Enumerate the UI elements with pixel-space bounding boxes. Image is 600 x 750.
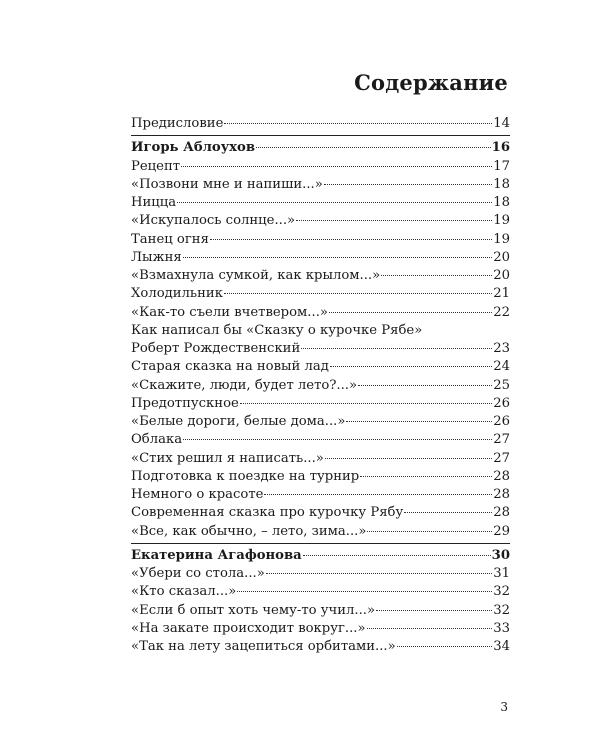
toc-entry[interactable]: [131, 158, 510, 176]
toc-entry[interactable]: [131, 176, 510, 194]
toc-entry-page: 22: [493, 304, 510, 320]
toc-entry[interactable]: [131, 267, 510, 285]
dot-leader: [183, 257, 492, 258]
dot-leader: [360, 476, 492, 477]
toc-entry-page: 14: [493, 116, 510, 131]
toc-entry-title: Как написал бы «Сказку о курочке Рябе»: [131, 322, 423, 338]
toc-author-title: Игорь Аблоухов: [131, 140, 255, 156]
toc-entry-page: 26: [493, 395, 510, 411]
toc-entry[interactable]: [131, 602, 510, 620]
toc-entry-title: «Так на лету зацепиться орбитами...»: [131, 639, 396, 654]
toc-author-heading[interactable]: [131, 547, 510, 565]
toc-entry[interactable]: [131, 249, 510, 267]
dot-leader: [330, 366, 492, 367]
toc-entry[interactable]: [131, 194, 510, 212]
toc-entry[interactable]: [131, 212, 510, 230]
toc-entry-title: «Белые дороги, белые дома...»: [131, 414, 346, 429]
toc-entry-title: «Скажите, люди, будет лето?...»: [131, 377, 358, 393]
toc-entry-title: Танец огня: [131, 231, 209, 247]
toc-entry[interactable]: [131, 377, 510, 395]
toc-entry-title: «Позвони мне и напиши...»: [131, 176, 323, 192]
toc-entry-page: 32: [493, 584, 510, 600]
dot-leader: [224, 123, 492, 124]
dot-leader: [367, 531, 492, 532]
dot-leader: [210, 239, 492, 240]
toc-entry-preface[interactable]: [131, 115, 510, 133]
dot-leader: [329, 312, 492, 313]
toc-entry-title: «Стих решил я написать...»: [131, 450, 324, 466]
dot-leader: [325, 458, 492, 459]
toc-entry-page: 26: [493, 414, 510, 429]
toc-entry-page: 24: [493, 359, 510, 375]
toc-entry[interactable]: [131, 340, 510, 358]
toc-entry-page: 33: [493, 620, 510, 636]
dot-leader: [358, 385, 492, 386]
dot-leader: [183, 439, 492, 440]
toc-entry-title: «Взмахнула сумкой, как крылом...»: [131, 268, 381, 283]
dot-leader: [301, 348, 492, 349]
dot-leader: [240, 403, 492, 404]
toc-entry-page: 28: [493, 487, 510, 502]
dot-leader: [324, 184, 492, 185]
toc-entry-page: 25: [493, 377, 510, 393]
toc-entry-title: «Если б опыт хоть чему-то учил...»: [131, 602, 376, 618]
toc-author-page: 16: [491, 140, 510, 156]
dot-leader: [181, 166, 492, 167]
toc-entry-page: 20: [493, 268, 510, 283]
dot-leader: [376, 610, 492, 611]
toc-entry[interactable]: [131, 358, 510, 376]
toc-entry-title: «Как-то съели вчетвером...»: [131, 304, 328, 320]
dot-leader: [266, 573, 492, 574]
toc-entry-title: «Искупалось солнце...»: [131, 213, 296, 229]
toc-entry[interactable]: [131, 231, 510, 249]
toc-entry-page: 18: [493, 195, 510, 210]
toc-entry[interactable]: [131, 638, 510, 656]
toc-entry-page: 34: [493, 639, 510, 654]
toc-entry-title: Старая сказка на новый лад: [131, 359, 329, 375]
toc-entry-page: 27: [493, 450, 510, 466]
toc-entry[interactable]: [131, 565, 510, 583]
dot-leader: [404, 512, 492, 513]
toc-author-heading[interactable]: [131, 139, 510, 157]
toc-entry-title: Подготовка к поездке на турнир: [131, 468, 360, 484]
toc-entry-title: Рецепт: [131, 158, 181, 174]
toc-entry[interactable]: [131, 395, 510, 413]
dot-leader: [381, 275, 492, 276]
section-divider: [131, 543, 510, 544]
toc-entry[interactable]: [131, 450, 510, 468]
toc-entry-page: 20: [493, 249, 510, 265]
dot-leader: [303, 555, 491, 556]
toc-entry-page: 32: [493, 602, 510, 618]
toc-entry[interactable]: [131, 304, 510, 322]
dot-leader: [177, 202, 492, 203]
toc-entry-title: Немного о красоте: [131, 487, 264, 502]
toc-entry-title: Облака: [131, 432, 183, 448]
toc-entry[interactable]: [131, 431, 510, 449]
toc-entry-title: Современная сказка про курочку Рябу: [131, 505, 404, 521]
toc-entry[interactable]: [131, 413, 510, 431]
toc-entry-page: 28: [493, 468, 510, 484]
toc-entry[interactable]: [131, 620, 510, 638]
toc-entry-title-line[interactable]: [131, 322, 510, 340]
table-of-contents: [131, 115, 510, 656]
toc-entry-title: Роберт Рождественский: [131, 341, 301, 356]
toc-entry-title: Предотпускное: [131, 395, 239, 411]
dot-leader: [264, 494, 492, 495]
toc-entry-title: Ницца: [131, 195, 177, 210]
dot-leader: [346, 421, 492, 422]
dot-leader: [397, 646, 493, 647]
toc-entry-title: Лыжня: [131, 249, 182, 265]
toc-author-page: 30: [491, 547, 510, 563]
toc-entry-page: 31: [493, 566, 510, 581]
toc-entry-title: «Убери со стола...»: [131, 566, 265, 581]
section-divider: [131, 135, 510, 136]
toc-entry-title: «Все, как обычно, – лето, зима...»: [131, 523, 367, 539]
toc-entry-page: 19: [493, 231, 510, 247]
toc-entry[interactable]: [131, 523, 510, 541]
dot-leader: [224, 293, 492, 294]
toc-entry-page: 21: [493, 286, 510, 302]
toc-entry-page: 23: [493, 341, 510, 356]
page-number: 3: [500, 700, 508, 714]
page-title: Содержание: [354, 70, 508, 95]
toc-author-title: Екатерина Агафонова: [131, 547, 302, 563]
toc-entry-page: 18: [493, 176, 510, 192]
toc-entry-page: 29: [493, 523, 510, 539]
toc-entry-title: Холодильник: [131, 286, 223, 302]
toc-entry-title: Предисловие: [131, 116, 224, 131]
toc-entry-title: «На закате происходит вокруг...»: [131, 620, 366, 636]
toc-entry-page: 28: [493, 505, 510, 521]
dot-leader: [367, 628, 493, 629]
dot-leader: [237, 591, 492, 592]
toc-entry-page: 19: [493, 213, 510, 229]
toc-entry[interactable]: [131, 583, 510, 601]
toc-entry[interactable]: [131, 468, 510, 486]
toc-entry-page: 27: [493, 432, 510, 448]
toc-entry-title: «Кто сказал...»: [131, 584, 237, 600]
dot-leader: [256, 147, 491, 148]
toc-entry[interactable]: [131, 486, 510, 504]
dot-leader: [296, 220, 492, 221]
toc-entry[interactable]: [131, 504, 510, 522]
toc-entry[interactable]: [131, 285, 510, 303]
toc-entry-page: 17: [493, 158, 510, 174]
